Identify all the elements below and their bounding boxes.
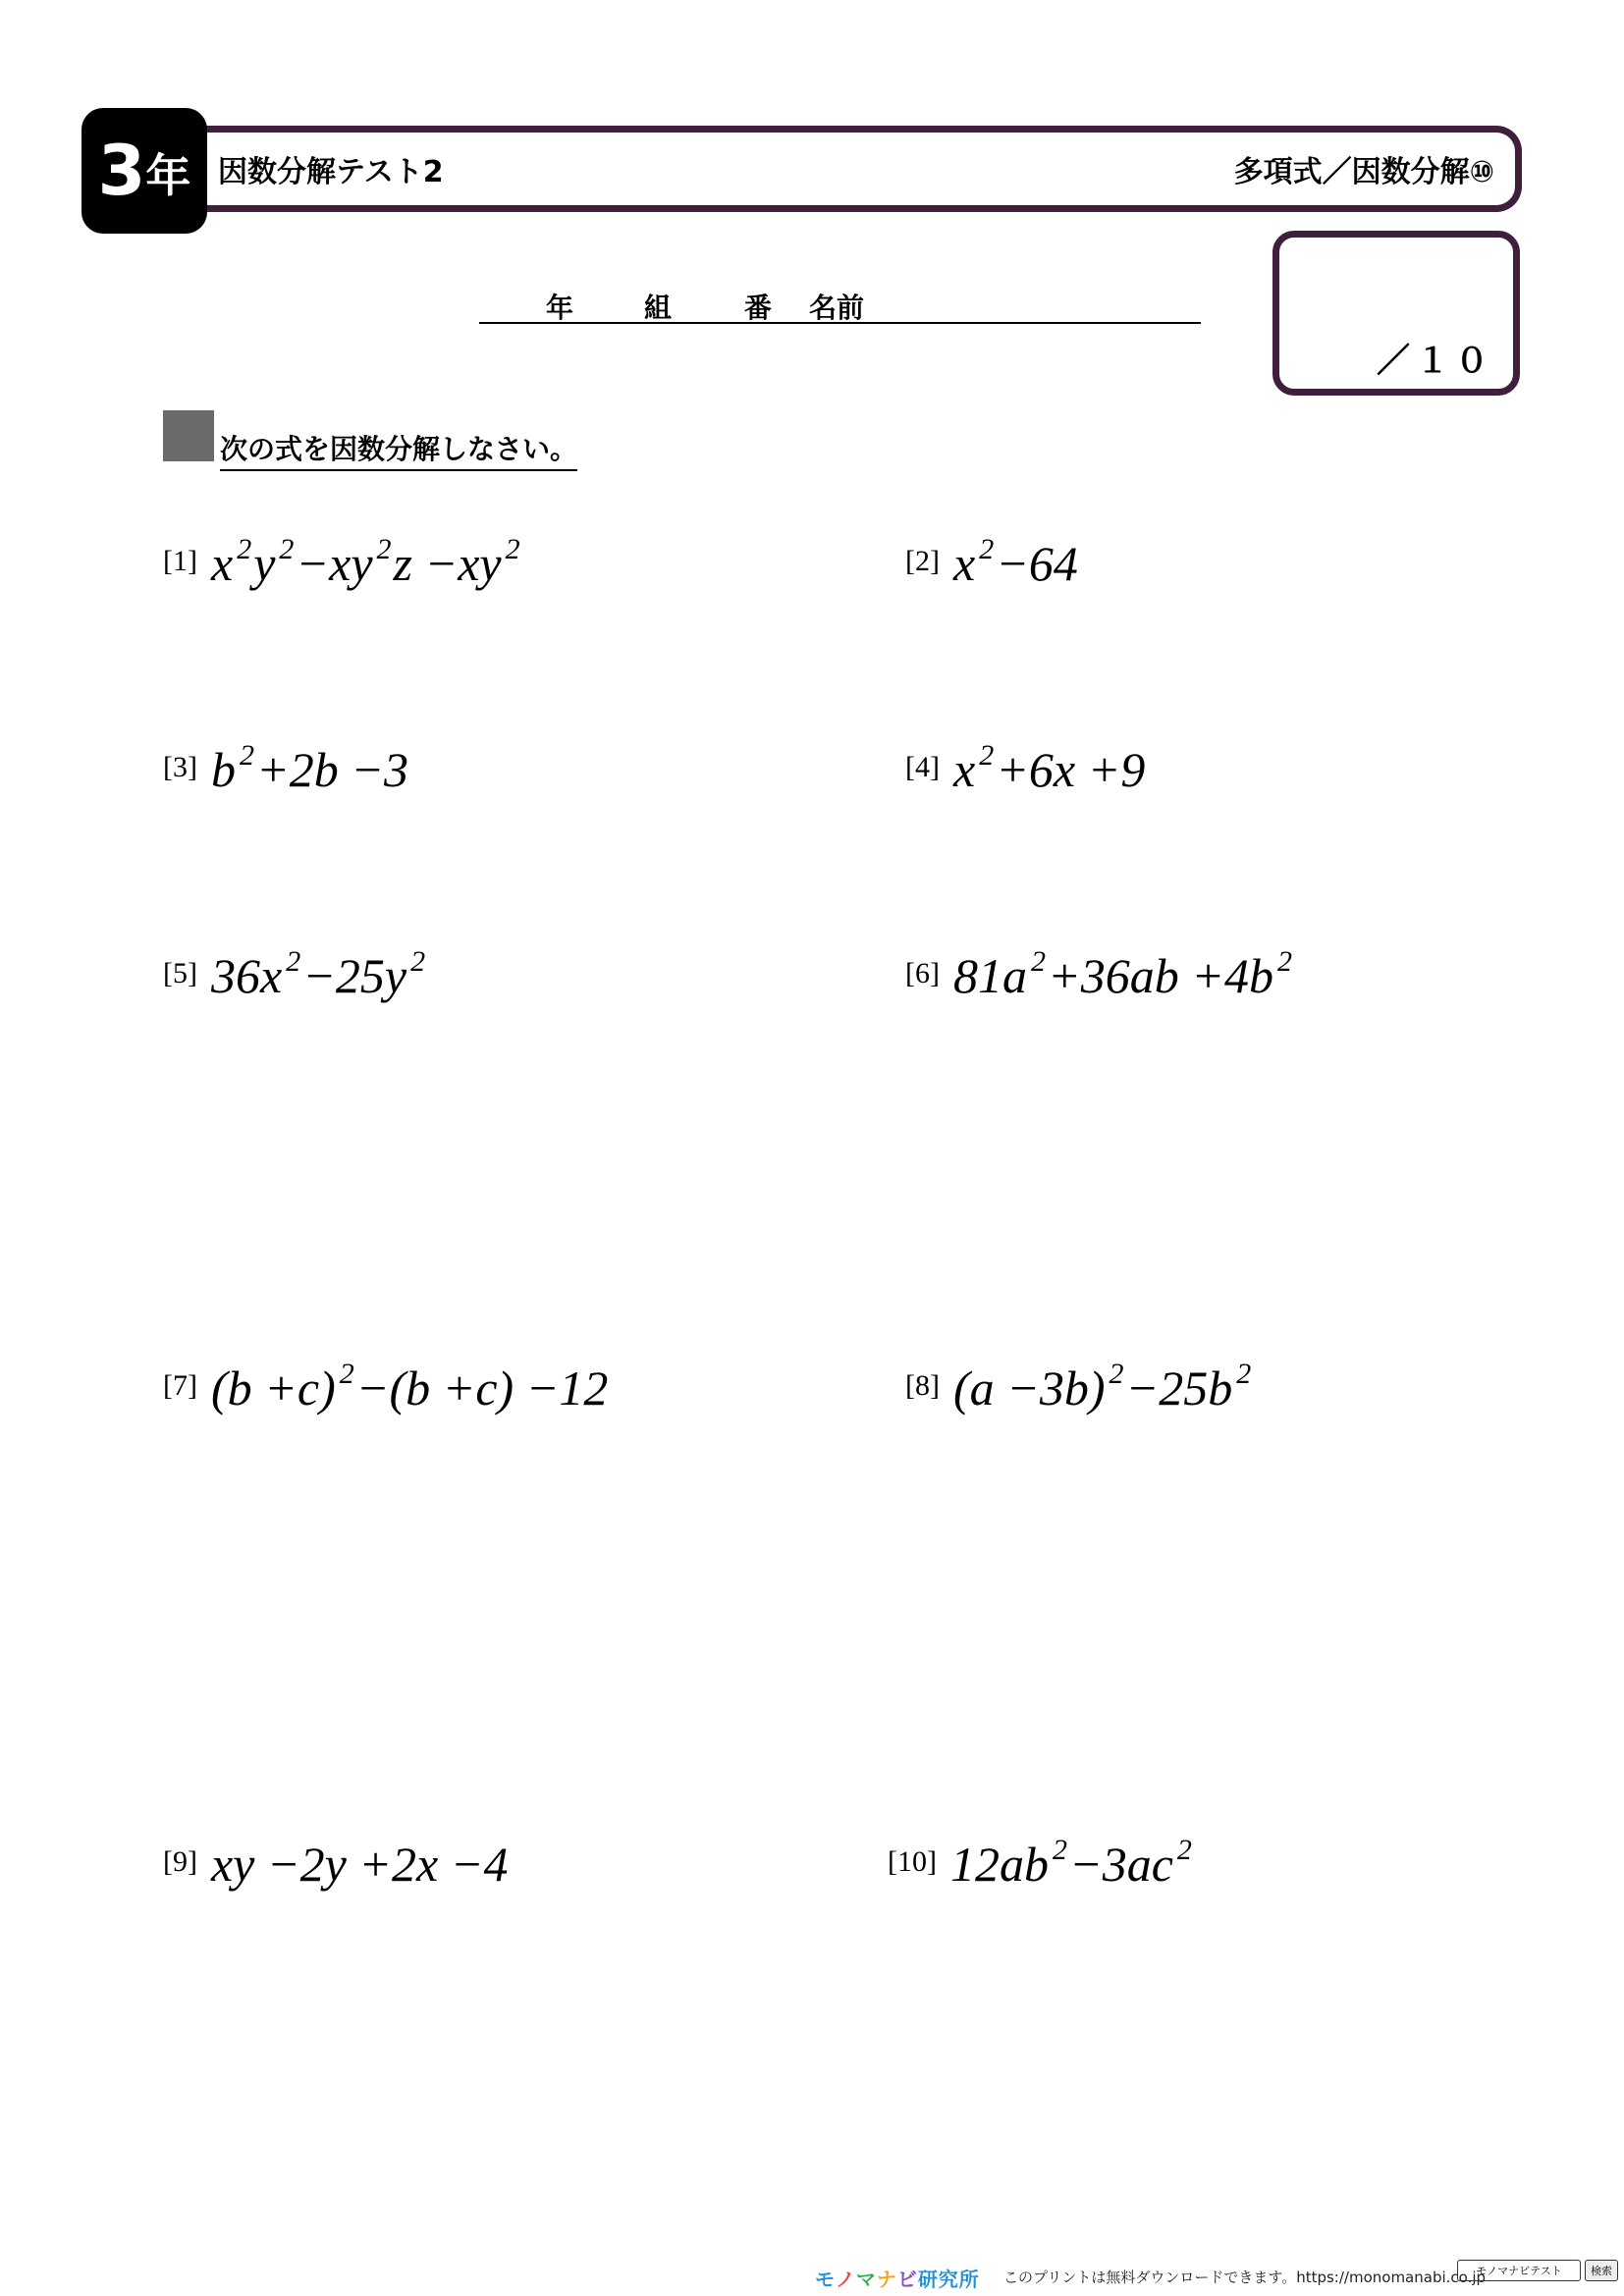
expression-term: −25y — [302, 948, 407, 1003]
expression-term: x — [952, 742, 976, 797]
expression-term: xy −2y +2x −4 — [210, 1837, 509, 1892]
expression-term: (b +c) — [210, 1361, 336, 1415]
problem-expression — [211, 1836, 509, 1893]
problem-expression — [953, 535, 1078, 592]
problem-expression — [211, 741, 408, 798]
problem-8 — [905, 1360, 1253, 1416]
exponent: 2 — [1236, 1358, 1252, 1391]
expression-term: 81a — [952, 948, 1027, 1003]
expression-term: x — [210, 536, 234, 591]
problem-number: [7] — [163, 1369, 197, 1402]
problem-number: [6] — [905, 957, 940, 989]
worksheet-title: 因数分解テスト2 — [218, 155, 444, 189]
expression-term: y — [253, 536, 276, 591]
problem-number: [9] — [163, 1845, 197, 1878]
problem-4 — [905, 741, 1145, 798]
exponent: 2 — [279, 533, 295, 566]
problem-number: [10] — [888, 1845, 937, 1878]
expression-term: −(b +c) −12 — [355, 1361, 609, 1415]
grade-number: 3 — [97, 131, 144, 211]
expression-term: b — [210, 742, 236, 797]
problem-number: [5] — [163, 957, 197, 989]
problem-number: [3] — [163, 751, 197, 783]
problem-3 — [163, 741, 408, 798]
problem-number: [4] — [905, 751, 940, 783]
expression-term: +6x +9 — [996, 742, 1146, 797]
exponent: 2 — [979, 739, 995, 773]
footer-text: このプリントは無料ダウンロードできます。https://monomanabi.co.jp — [1003, 2269, 1487, 2286]
name-label: 名前 — [809, 292, 865, 324]
expression-term: +2b −3 — [255, 742, 408, 797]
exponent: 2 — [410, 945, 426, 979]
expression-term: −3ac — [1068, 1837, 1173, 1892]
expression-term: x — [952, 536, 976, 591]
year-label: 年 — [546, 292, 574, 324]
instruction-marker — [163, 410, 214, 461]
brand-char: マ — [855, 2268, 877, 2291]
problem-expression — [953, 1360, 1253, 1416]
footer-search-button[interactable]: 検索 — [1585, 2260, 1618, 2281]
problem-expression — [211, 1360, 608, 1416]
exponent: 2 — [979, 533, 995, 566]
footer-brand — [815, 2264, 980, 2292]
exponent: 2 — [1030, 945, 1046, 979]
exponent: 2 — [1276, 945, 1292, 979]
problem-expression — [953, 741, 1145, 798]
exponent: 2 — [505, 533, 520, 566]
expression-term: z −xy — [393, 536, 502, 591]
exponent: 2 — [1176, 1834, 1192, 1867]
problem-9 — [163, 1836, 508, 1893]
footer-search-input[interactable]: モノマナビテスト — [1457, 2260, 1581, 2281]
problem-number: [2] — [905, 545, 940, 577]
class-label: 組 — [644, 292, 673, 324]
brand-char: ノ — [835, 2268, 856, 2291]
problem-5 — [163, 947, 427, 1004]
grade-suffix: 年 — [145, 149, 191, 202]
problem-7 — [163, 1360, 608, 1416]
brand-char: モ — [815, 2268, 836, 2291]
brand-char: 研究所 — [917, 2268, 980, 2291]
exponent: 2 — [376, 533, 392, 566]
instruction: 次の式を因数分解しなさい。 — [220, 428, 577, 471]
problem-6 — [905, 947, 1294, 1004]
expression-term: (a −3b) — [952, 1361, 1106, 1415]
grade-badge — [81, 108, 207, 234]
exponent: 2 — [339, 1358, 354, 1391]
brand-char: ビ — [896, 2268, 918, 2291]
worksheet-category: 多項式／因数分解⑩ — [1233, 155, 1494, 189]
problem-expression — [211, 947, 427, 1004]
exponent: 2 — [1109, 1358, 1124, 1391]
expression-term: −xy — [296, 536, 373, 591]
expression-term: 36x — [210, 948, 283, 1003]
problem-2 — [905, 535, 1078, 592]
problem-number: [1] — [163, 545, 197, 577]
exponent: 2 — [239, 739, 254, 773]
problem-expression — [211, 535, 522, 592]
problem-number: [8] — [905, 1369, 940, 1402]
exponent: 2 — [286, 945, 301, 979]
brand-char: ナ — [876, 2268, 897, 2291]
expression-term: −64 — [996, 536, 1078, 591]
problem-1 — [163, 535, 522, 592]
problem-expression — [953, 947, 1294, 1004]
problem-10 — [888, 1836, 1194, 1893]
expression-term: 12ab — [949, 1837, 1049, 1892]
number-label: 番 — [744, 292, 773, 324]
score-total: ／１０ — [1377, 342, 1494, 381]
exponent: 2 — [1052, 1834, 1067, 1867]
expression-term: +36ab +4b — [1047, 948, 1273, 1003]
problem-expression — [950, 1836, 1194, 1893]
exponent: 2 — [237, 533, 252, 566]
expression-term: −25b — [1125, 1361, 1233, 1415]
